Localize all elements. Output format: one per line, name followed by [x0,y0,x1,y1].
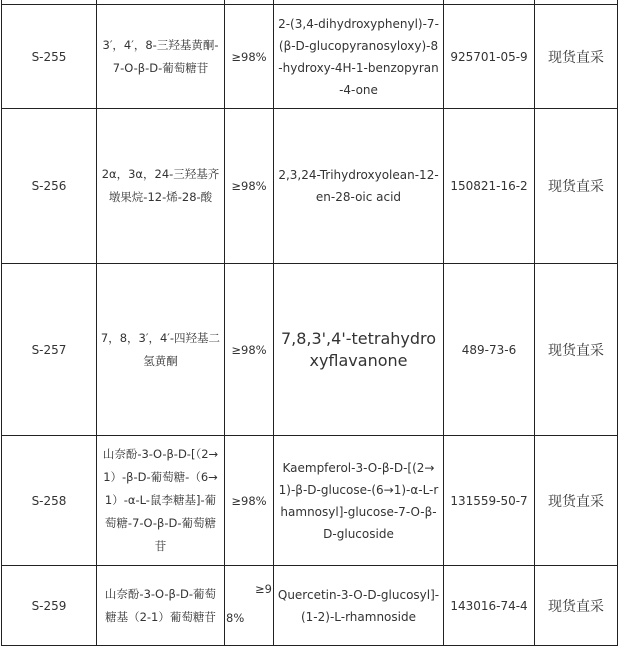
english-name: 2-(3,4-dihydroxyphenyl)-7-(β-D-glucopyranosyloxy)-8-hydroxy-4H-1-benzopyran-4-one [274,5,444,109]
stock-status: 现货直采 [535,5,618,109]
product-id: S-257 [2,264,97,436]
purity: ≥98% [225,5,274,109]
chinese-name: 3′，4′，8-三羟基黄酮-7-O-β-D-葡萄糖苷 [97,5,225,109]
table-row [2,109,618,264]
table-row [2,436,618,566]
purity: ≥98% [225,436,274,566]
cas-number: 131559-50-7 [444,436,535,566]
stock-status: 现货直采 [535,436,618,566]
product-id: S-258 [2,436,97,566]
product-table [1,0,618,646]
cas-number: 489-73-6 [444,264,535,436]
purity: ≥98% [225,109,274,264]
table-row [2,5,618,109]
cas-number: 150821-16-2 [444,109,535,264]
product-id: S-255 [2,5,97,109]
stock-status: 现货直采 [535,566,618,646]
purity-part-top: ≥9 [255,582,272,596]
chinese-name: 2α，3α，24-三羟基齐墩果烷-12-烯-28-酸 [97,109,225,264]
chinese-name: 山奈酚-3-O-β-D-[（2→1）-β-D-葡萄糖-（6→1）-α-L-鼠李糖基]-葡萄糖-7-O-β-D-葡萄糖苷 [97,436,225,566]
english-name: Quercetin-3-O-D-glucosyl]-(1-2)-L-rhamnoside [274,566,444,646]
chinese-name: 山奈酚-3-O-β-D-葡萄糖基（2-1）葡萄糖苷 [97,566,225,646]
english-name: 2,3,24-Trihydroxyolean-12-en-28-oic acid [274,109,444,264]
stock-status: 现货直采 [535,264,618,436]
purity-part-bottom: 8% [226,611,245,625]
purity: ≥98% [225,264,274,436]
table-row [2,566,618,646]
english-name: 7,8,3',4'-tetrahydroxyflavanone [274,264,444,436]
purity [225,566,274,646]
cas-number: 143016-74-4 [444,566,535,646]
english-name: Kaempferol-3-O-β-D-[(2→1)-β-D-glucose-(6→1)-α-L-rhamnosyl]-glucose-7-O-β-D-glucoside [274,436,444,566]
stock-status: 现货直采 [535,109,618,264]
chinese-name: 7，8，3′，4′-四羟基二氢黄酮 [97,264,225,436]
cas-number: 925701-05-9 [444,5,535,109]
product-id: S-256 [2,109,97,264]
table-row [2,264,618,436]
product-id: S-259 [2,566,97,646]
